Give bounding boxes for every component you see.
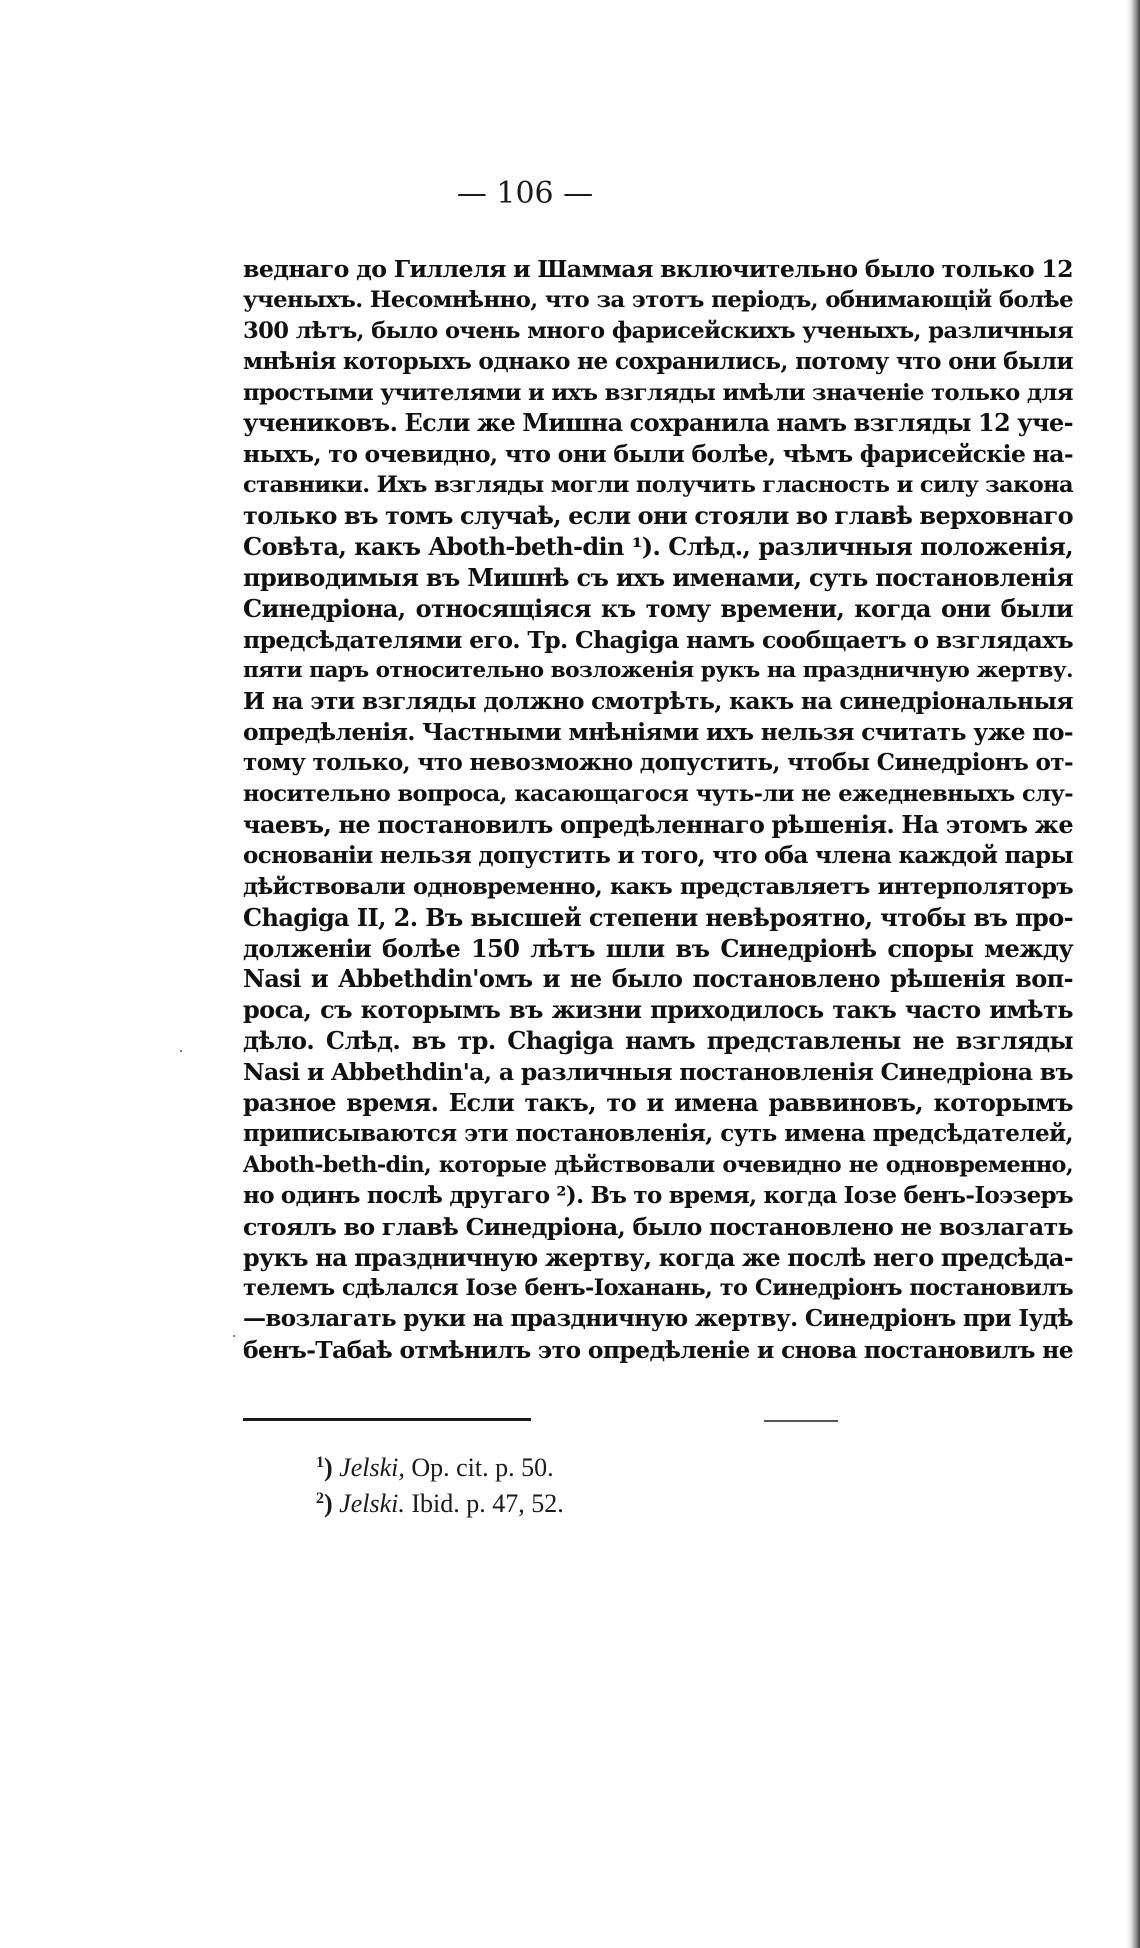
text-line: тому только, что невозможно допустить, чтобы Синедріонъ от-	[243, 749, 1073, 777]
text-line: Синедріона, относящіяся къ тому времени, когда они были	[243, 593, 1073, 623]
scan-edge-shadow	[1126, 0, 1140, 1948]
text-line: веднаго до Гиллеля и Шаммая включительно было только 12	[243, 255, 1073, 283]
text-line: бенъ-Табаѣ отмѣнилъ это опредѣленіе и снова постановилъ не	[243, 1336, 1073, 1365]
footnote-paren: )	[324, 1453, 340, 1482]
footnote-1-text: Op. cit. p. 50.	[404, 1453, 554, 1482]
footnote-1	[316, 1445, 1016, 1481]
footnote-separator-rule	[243, 1418, 531, 1421]
text-line: приводимыя въ Мишнѣ съ ихъ именами, суть постановленія	[243, 562, 1073, 592]
text-line: учениковъ. Если же Мишна сохранила намъ взгляды 12 уче-	[243, 408, 1073, 438]
text-line: только въ томъ случаѣ, если они стояли во главѣ верховнаго	[243, 501, 1073, 531]
footnote-2	[316, 1481, 1016, 1517]
text-line: чаевъ, не постановилъ опредѣленнаго рѣшенія. На этомъ же	[243, 810, 1073, 840]
text-line: —возлагать руки на праздничную жертву. Синедріонъ при Іудѣ	[243, 1305, 1073, 1333]
text-line: пяти паръ относительно возложенія рукъ на праздничную жертву.	[243, 657, 1073, 683]
text-line: дѣйствовали одновременно, какъ представляетъ интерполяторъ	[243, 873, 1073, 900]
text-line: долженіи болѣе 150 лѣтъ шли въ Синедріонѣ споры между	[243, 933, 1073, 963]
text-line: носительно вопроса, касающагося чуть-ли не ежедневныхъ слу-	[243, 781, 1073, 808]
footnote-1-author: Jelski,	[339, 1453, 405, 1482]
text-line: простыми учителями и ихъ взгляды имѣли значеніе только для	[243, 379, 1073, 406]
text-line: но одинъ послѣ другаго ²). Въ то время, когда Іозе бенъ-Іоэзеръ	[243, 1181, 1073, 1209]
scan-speck	[233, 1335, 235, 1337]
footnote-paren: )	[324, 1489, 340, 1518]
footnote-2-author: Jelski.	[339, 1489, 405, 1518]
text-line: ставники. Ихъ взгляды могли получить гласность и силу закона	[243, 472, 1073, 499]
text-line: мнѣнія которыхъ однако не сохранились, потому что они были	[243, 347, 1073, 375]
stray-rule-mark	[764, 1420, 838, 1422]
scan-speck	[180, 1050, 182, 1052]
text-line: Совѣта, какъ Aboth-beth-din ¹). Слѣд., различныя положенія,	[243, 532, 1073, 562]
footnote-2-text: Ibid. p. 47, 52.	[404, 1489, 564, 1518]
footnote-2-mark: 2	[316, 1490, 324, 1507]
text-line: Nasi и Abbethdin'омъ и не было постановлено рѣшенія воп-	[243, 964, 1073, 994]
text-line: 300 лѣтъ, было очень много фарисейскихъ ученыхъ, различныя	[243, 317, 1073, 344]
text-line: ныхъ, то очевидно, что они были болѣе, чѣмъ фарисейскіе на-	[243, 440, 1073, 469]
page-number: — 106 —	[456, 176, 594, 211]
text-line: роса, съ которымъ въ жизни приходилось такъ часто имѣть	[243, 995, 1073, 1025]
text-line: ученыхъ. Несомнѣнно, что за этотъ періодъ, обнимающій болѣе	[243, 286, 1073, 313]
text-line: стоялъ во главѣ Синедріона, было постановлено не возлагать	[243, 1212, 1073, 1241]
text-line: телемъ сдѣлался Іозе бенъ-Іоханань, то Синедріонъ постановилъ	[243, 1275, 1073, 1302]
text-line: приписываются эти постановленія, суть имена предсѣдателей,	[243, 1119, 1073, 1147]
text-line: дѣло. Слѣд. въ тр. Chagiga намъ представлены не взгляды	[243, 1026, 1073, 1056]
body-text	[243, 254, 1073, 1366]
text-line: Nasi и Abbethdin'a, а различныя постановленія Синедріона въ	[243, 1058, 1073, 1087]
text-line: Aboth-beth-din, которые дѣйствовали очевидно не одновременно,	[243, 1151, 1073, 1178]
footnotes	[316, 1445, 1016, 1517]
text-line: И на эти взгляды должно смотрѣть, какъ на синедріональныя	[243, 687, 1073, 716]
text-line: разное время. Если такъ, то и имена раввиновъ, которымъ	[243, 1088, 1073, 1118]
text-line: основаніи нельзя допустить и того, что оба члена каждой пары	[243, 841, 1073, 869]
text-line: Chagiga II, 2. Въ высшей степени невѣроятно, чтобы въ про-	[243, 902, 1073, 932]
text-line: опредѣленія. Частными мнѣніями ихъ нельзя считать уже по-	[243, 718, 1073, 747]
text-line: предсѣдателями его. Тр. Chagiga намъ сообщаетъ о взглядахъ	[243, 625, 1073, 654]
footnote-1-mark: 1	[316, 1454, 324, 1471]
text-line: рукъ на праздничную жертву, когда же послѣ него предсѣда-	[243, 1243, 1073, 1272]
